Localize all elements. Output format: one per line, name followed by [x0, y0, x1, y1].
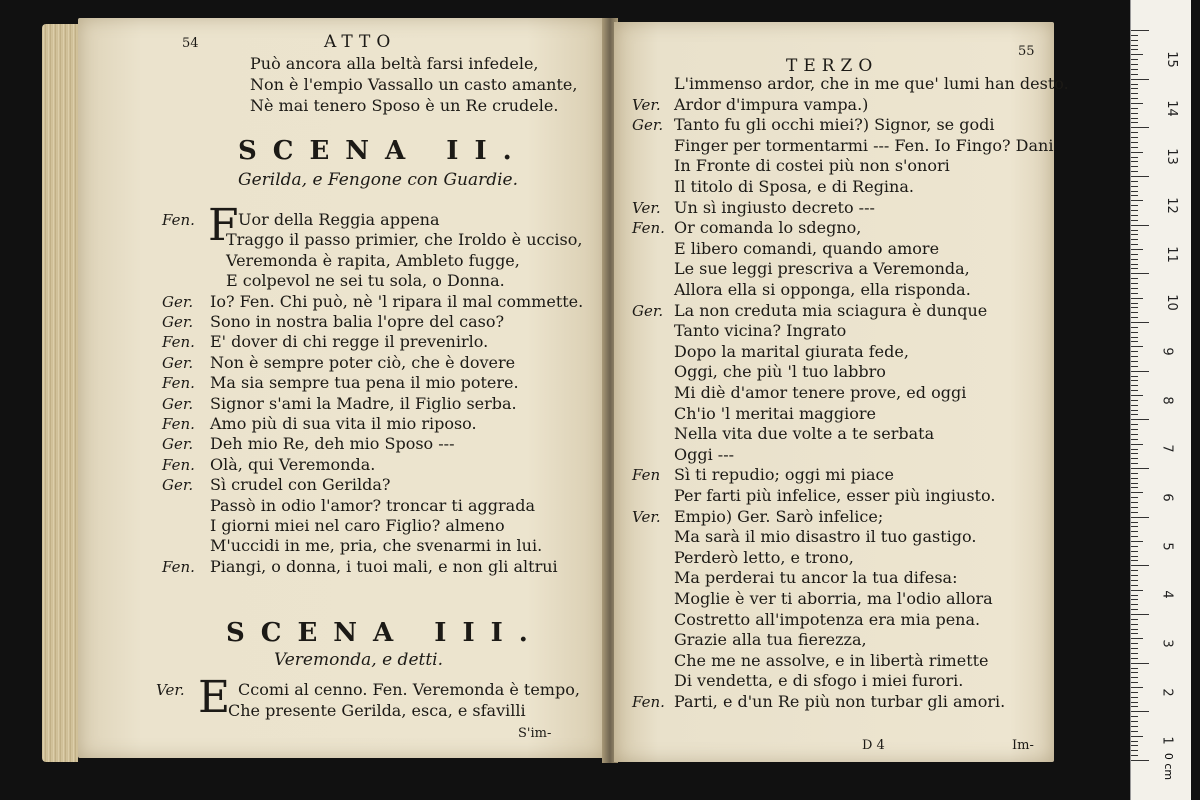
- verse-line: Piangi, o donna, i tuoi mali, e non gli altrui: [210, 556, 558, 576]
- ruler-tick: [1131, 40, 1138, 41]
- speaker-label: Fen.: [162, 374, 195, 393]
- ruler-tick: [1131, 147, 1138, 148]
- ruler-tick: [1131, 220, 1138, 221]
- verse-line: Di vendetta, e di sfogo i miei furori.: [674, 671, 964, 691]
- speaker-label: Ger.: [632, 301, 664, 320]
- ruler-tick: [1131, 103, 1143, 104]
- measurement-ruler: [1130, 0, 1191, 800]
- verse-line: Per farti più infelice, esser più ingiusto.: [674, 486, 996, 505]
- speaker-label: Fen.: [162, 557, 195, 576]
- ruler-tick: [1131, 750, 1138, 751]
- drop-cap-f: F: [208, 200, 239, 251]
- ruler-unit-label: 0 cm: [1162, 752, 1176, 781]
- ruler-tick: [1131, 449, 1138, 450]
- ruler-tick: [1131, 410, 1138, 411]
- ruler-tick: [1131, 303, 1138, 304]
- verse-line: Allora ella si opponga, ella risponda.: [674, 280, 971, 299]
- ruler-tick: [1131, 351, 1138, 352]
- ruler-tick: [1131, 64, 1138, 65]
- verse-line: Or comanda lo sdegno,: [674, 218, 862, 238]
- ruler-tick: [1131, 45, 1138, 46]
- ruler-tick: [1131, 487, 1138, 488]
- verse-line: Ch'io 'l meritai maggiore: [674, 403, 877, 423]
- ruler-tick: [1131, 419, 1149, 420]
- speaker-label: Ver.: [632, 198, 661, 217]
- verse-line: Olà, qui Veremonda.: [210, 454, 376, 474]
- ruler-tick: [1131, 560, 1138, 561]
- ruler-tick: [1131, 142, 1138, 143]
- ruler-tick: [1131, 59, 1138, 60]
- ruler-tick: [1131, 74, 1138, 75]
- ruler-tick: [1131, 380, 1138, 381]
- verse-line: Che presente Gerilda, esca, e sfavilli: [228, 701, 526, 720]
- verse-line: Oggi ---: [674, 444, 735, 464]
- verse-line: Finger per tormentarmi --- Fen. Io Fingo? Dani: [674, 135, 1054, 155]
- scene-3-cast: Veremonda, e detti.: [274, 650, 444, 670]
- ruler-tick: [1131, 205, 1138, 206]
- verse-line: Oggi, che più 'l tuo labbro: [674, 362, 886, 382]
- ruler-tick: [1131, 745, 1138, 746]
- ruler-tick: [1131, 668, 1138, 669]
- ruler-number: 5: [1159, 541, 1175, 551]
- ruler-tick: [1131, 49, 1138, 50]
- ruler-tick: [1131, 599, 1138, 600]
- verse-line: L'immenso ardor, che in me que' lumi han desto.: [674, 74, 1069, 93]
- ruler-tick: [1131, 225, 1149, 226]
- verse-line: Tanto fu gli occhi miei?) Signor, se godi: [674, 115, 995, 135]
- speaker-label: Ger.: [162, 353, 194, 372]
- ruler-tick: [1131, 687, 1143, 688]
- ruler-number: 3: [1159, 639, 1175, 648]
- ruler-tick: [1131, 697, 1138, 698]
- verse-line: Può ancora alla beltà farsi infedele,: [250, 54, 539, 73]
- ruler-tick: [1131, 502, 1138, 503]
- ruler-tick: [1131, 113, 1138, 114]
- ruler-tick: [1131, 93, 1138, 94]
- ruler-tick: [1131, 522, 1138, 523]
- ruler-tick: [1131, 609, 1138, 610]
- verse-line: Ma sia sempre tua pena il mio potere.: [210, 373, 519, 393]
- verse-line: Nella vita due volte a te serbata: [674, 424, 935, 444]
- ruler-tick: [1131, 624, 1138, 625]
- verse-line: La non creduta mia sciagura è dunque: [674, 300, 988, 320]
- ruler-tick: [1131, 322, 1149, 323]
- ruler-number: 4: [1159, 590, 1175, 599]
- verse-line: Ccomi al cenno. Fen. Veremonda è tempo,: [238, 680, 580, 699]
- ruler-tick: [1131, 736, 1143, 737]
- ruler-tick: [1131, 239, 1138, 240]
- ruler-tick: [1131, 483, 1138, 484]
- ruler-tick: [1131, 551, 1138, 552]
- ruler-tick: [1131, 726, 1138, 727]
- ruler-tick: [1131, 653, 1138, 654]
- left-catchword: S'im-: [518, 726, 552, 741]
- verse-line: Mi diè d'amor tenere prove, ed oggi: [674, 383, 967, 402]
- ruler-tick: [1131, 590, 1143, 591]
- verse-line: Veremonda è rapita, Ambleto fugge,: [226, 250, 520, 270]
- ruler-tick: [1131, 171, 1138, 172]
- ruler-tick: [1131, 161, 1138, 162]
- ruler-tick: [1131, 186, 1138, 187]
- ruler-tick: [1131, 88, 1138, 89]
- speaker-label: Fen.: [162, 415, 195, 433]
- verse-line: Le sue leggi prescriva a Veremonda,: [674, 259, 970, 279]
- ruler-tick: [1131, 424, 1138, 425]
- ruler-tick: [1131, 332, 1138, 333]
- ruler-tick: [1131, 444, 1143, 445]
- ruler-tick: [1131, 312, 1138, 313]
- ruler-tick: [1131, 293, 1138, 294]
- ruler-tick: [1131, 619, 1138, 620]
- verse-line: Parti, e d'un Re più non turbar gli amori.: [674, 692, 1006, 711]
- ruler-tick: [1131, 721, 1138, 722]
- ruler-tick: [1131, 200, 1143, 201]
- ruler-number: 6: [1159, 493, 1175, 502]
- speaker-label: Ger.: [162, 476, 194, 495]
- ruler-tick: [1131, 35, 1138, 36]
- ruler-tick: [1131, 337, 1138, 338]
- verse-line: Ma sarà il mio disastro il tuo gastigo.: [674, 527, 977, 547]
- ruler-tick: [1131, 264, 1138, 265]
- speaker-label: Ger.: [162, 435, 194, 454]
- ruler-tick: [1131, 633, 1138, 634]
- left-running-head: ATTO: [324, 32, 397, 52]
- speaker-label: Fen.: [162, 211, 195, 229]
- speaker-label: Ver.: [632, 507, 661, 526]
- verse-line: Ardor d'impura vampa.): [674, 94, 869, 114]
- speaker-label: Fen.: [162, 455, 195, 474]
- ruler-tick: [1131, 259, 1138, 260]
- ruler-tick: [1131, 741, 1138, 742]
- verse-line: E colpevol ne sei tu sola, o Donna.: [226, 271, 505, 291]
- open-book: [42, 18, 1072, 772]
- ruler-tick: [1131, 84, 1138, 85]
- speaker-label: Ger.: [632, 116, 664, 135]
- ruler-tick: [1131, 244, 1138, 245]
- ruler-tick: [1131, 288, 1138, 289]
- verse-line: Io? Fen. Chi può, nè 'l ripara il mal commette.: [210, 291, 584, 311]
- verse-line: M'uccidi in me, pria, che svenarmi in lui.: [210, 536, 543, 556]
- ruler-tick: [1131, 405, 1138, 406]
- ruler-tick: [1131, 507, 1138, 508]
- ruler-tick: [1131, 706, 1138, 707]
- speaker-label: Ger.: [162, 394, 194, 413]
- ruler-tick: [1131, 307, 1138, 308]
- ruler-tick: [1131, 648, 1138, 649]
- ruler-tick: [1131, 434, 1138, 435]
- ruler-number: 7: [1159, 444, 1175, 453]
- speaker-label: Fen: [632, 466, 661, 485]
- ruler-number: 14: [1163, 99, 1179, 117]
- ruler-tick: [1131, 439, 1138, 440]
- ruler-tick: [1131, 526, 1138, 527]
- verse-line: Grazie alla tua fierezza,: [674, 630, 867, 650]
- ruler-tick: [1131, 604, 1138, 605]
- ruler-tick: [1131, 395, 1143, 396]
- verse-line: Passò in odio l'amor? troncar ti aggrada: [210, 495, 535, 515]
- ruler-tick: [1131, 541, 1143, 542]
- ruler-number: 11: [1163, 245, 1179, 263]
- ruler-tick: [1131, 716, 1138, 717]
- scene-2-cast: Gerilda, e Fengone con Guardie.: [238, 170, 519, 190]
- speaker-label: Ger.: [162, 292, 194, 311]
- verse-line: E libero comandi, quando amore: [674, 238, 940, 258]
- ruler-tick: [1131, 385, 1138, 386]
- verse-line: Non è l'empio Vassallo un casto amante,: [250, 75, 578, 94]
- ruler-tick: [1131, 176, 1149, 177]
- ruler-tick: [1131, 614, 1149, 615]
- ruler-tick: [1131, 580, 1138, 581]
- ruler-tick: [1131, 268, 1138, 269]
- ruler-tick: [1131, 273, 1149, 274]
- ruler-tick: [1131, 376, 1138, 377]
- left-page-number: 54: [182, 36, 199, 51]
- verse-line: Amo più di sua vita il mio riposo.: [210, 414, 477, 433]
- ruler-tick: [1131, 254, 1138, 255]
- ruler-tick: [1131, 346, 1143, 347]
- ruler-number: 12: [1163, 197, 1179, 214]
- ruler-tick: [1131, 731, 1138, 732]
- verse-line: Costretto all'impotenza era mia pena.: [674, 609, 981, 629]
- ruler-tick: [1131, 453, 1138, 454]
- ruler-tick: [1131, 195, 1138, 196]
- speaker-label: Fen.: [632, 693, 665, 711]
- ruler-tick: [1131, 585, 1138, 586]
- ruler-tick: [1131, 249, 1143, 250]
- ruler-tick: [1131, 658, 1138, 659]
- ruler-tick: [1131, 79, 1149, 80]
- verse-line: Ma perderai tu ancor la tua difesa:: [674, 568, 958, 588]
- ruler-tick: [1131, 638, 1143, 639]
- ruler-tick: [1131, 230, 1138, 231]
- ruler-tick: [1131, 575, 1138, 576]
- ruler-tick: [1131, 492, 1143, 493]
- ruler-tick: [1131, 122, 1138, 123]
- ruler-tick: [1131, 54, 1143, 55]
- ruler-tick: [1131, 755, 1138, 756]
- ruler-number: 15: [1163, 51, 1179, 68]
- ruler-number: 2: [1159, 687, 1175, 697]
- verse-line: Non è sempre poter ciò, che è dovere: [210, 352, 516, 372]
- ruler-tick: [1131, 512, 1138, 513]
- ruler-tick: [1131, 191, 1138, 192]
- verse-line: Che me ne assolve, e in libertà rimette: [674, 650, 989, 670]
- ruler-tick: [1131, 414, 1138, 415]
- ruler-tick: [1131, 517, 1149, 518]
- ruler-tick: [1131, 30, 1149, 31]
- ruler-tick: [1131, 468, 1149, 469]
- verse-line: Sì crudel con Gerilda?: [210, 475, 391, 495]
- ruler-tick: [1131, 327, 1138, 328]
- ruler-tick: [1131, 556, 1138, 557]
- verse-line: Uor della Reggia appena: [238, 210, 440, 229]
- verse-line: Tanto vicina? Ingrato: [674, 321, 847, 341]
- ruler-tick: [1131, 565, 1149, 566]
- ruler-tick: [1131, 69, 1138, 70]
- speaker-label: Fen.: [162, 333, 195, 352]
- ruler-tick: [1131, 317, 1138, 318]
- ruler-tick: [1131, 400, 1138, 401]
- ruler-number: 8: [1159, 395, 1175, 405]
- ruler-tick: [1131, 298, 1143, 299]
- verse-line: Sì ti repudio; oggi mi piace: [674, 465, 894, 485]
- ruler-tick: [1131, 215, 1138, 216]
- ruler-tick: [1131, 531, 1138, 532]
- ruler-tick: [1131, 429, 1138, 430]
- ruler-tick: [1131, 371, 1149, 372]
- right-page-number: 55: [1018, 44, 1035, 59]
- ruler-tick: [1131, 760, 1149, 761]
- ruler-tick: [1131, 463, 1138, 464]
- ruler-tick: [1131, 361, 1138, 362]
- verse-line: Dopo la marital giurata fede,: [674, 341, 909, 361]
- right-page: [614, 22, 1069, 762]
- ruler-tick: [1131, 132, 1138, 133]
- ruler-tick: [1131, 366, 1138, 367]
- ruler-tick: [1131, 711, 1149, 712]
- ruler-tick: [1131, 127, 1149, 128]
- ruler-tick: [1131, 692, 1138, 693]
- ruler-tick: [1131, 458, 1138, 459]
- ruler-tick: [1131, 118, 1138, 119]
- scene-2-title: SCENA II.: [238, 136, 528, 166]
- ruler-tick: [1131, 166, 1138, 167]
- scene-3-title: SCENA III.: [226, 618, 544, 648]
- signature-mark: D 4: [862, 738, 885, 753]
- speaker-label: Ger.: [162, 313, 194, 331]
- verse-line: Moglie è ver ti aborria, ma l'odio allora: [674, 589, 993, 608]
- ruler-tick: [1131, 677, 1138, 678]
- ruler-number: 10: [1163, 294, 1179, 311]
- ruler-tick: [1131, 478, 1138, 479]
- ruler-tick: [1131, 341, 1138, 342]
- right-running-head: TERZO: [786, 56, 879, 76]
- ruler-tick: [1131, 629, 1138, 630]
- ruler-number: 1: [1159, 736, 1175, 745]
- ruler-tick: [1131, 234, 1138, 235]
- ruler-tick: [1131, 643, 1138, 644]
- ruler-tick: [1131, 390, 1138, 391]
- ruler-tick: [1131, 473, 1138, 474]
- ruler-tick: [1131, 137, 1138, 138]
- ruler-tick: [1131, 570, 1138, 571]
- left-page: [78, 18, 606, 758]
- verse-line: Deh mio Re, deh mio Sposo ---: [210, 434, 455, 454]
- ruler-tick: [1131, 536, 1138, 537]
- verse-line: Empio) Ger. Sarò infelice;: [674, 506, 884, 526]
- ruler-tick: [1131, 546, 1138, 547]
- verse-line: Un sì ingiusto decreto ---: [674, 197, 875, 217]
- verse-line: Signor s'ami la Madre, il Figlio serba.: [210, 393, 517, 413]
- verse-line: In Fronte di costei più non s'onori: [674, 156, 950, 176]
- page-edges: [42, 24, 78, 762]
- verse-line: Il titolo di Sposa, e di Regina.: [674, 177, 914, 196]
- ruler-tick: [1131, 682, 1138, 683]
- verse-line: E' dover di chi regge il prevenirlo.: [210, 332, 489, 352]
- ruler-tick: [1131, 98, 1138, 99]
- ruler-tick: [1131, 702, 1138, 703]
- ruler-number: 9: [1159, 347, 1175, 356]
- ruler-tick: [1131, 497, 1138, 498]
- ruler-tick: [1131, 663, 1149, 664]
- ruler-tick: [1131, 672, 1138, 673]
- ruler-tick: [1131, 108, 1138, 109]
- ruler-tick: [1131, 152, 1143, 153]
- right-catchword: Im-: [1012, 738, 1034, 753]
- speaker-label: Ver.: [156, 681, 185, 699]
- ruler-tick: [1131, 595, 1138, 596]
- ruler-tick: [1131, 210, 1138, 211]
- verse-line: Sono in nostra balia l'opre del caso?: [210, 312, 505, 331]
- ruler-tick: [1131, 283, 1138, 284]
- verse-line: I giorni miei nel caro Figlio? almeno: [210, 516, 505, 535]
- drop-cap-e: E: [198, 672, 231, 723]
- verse-line: Perderò letto, e trono,: [674, 547, 854, 567]
- ruler-tick: [1131, 157, 1138, 158]
- ruler-tick: [1131, 181, 1138, 182]
- ruler-tick: [1131, 278, 1138, 279]
- verse-line: Traggo il passo primier, che Iroldo è ucciso,: [226, 230, 583, 250]
- verse-line: Nè mai tenero Sposo è un Re crudele.: [250, 96, 559, 115]
- speaker-label: Fen.: [632, 219, 665, 238]
- ruler-number: 13: [1163, 148, 1179, 165]
- ruler-tick: [1131, 356, 1138, 357]
- speaker-label: Ver.: [632, 95, 661, 114]
